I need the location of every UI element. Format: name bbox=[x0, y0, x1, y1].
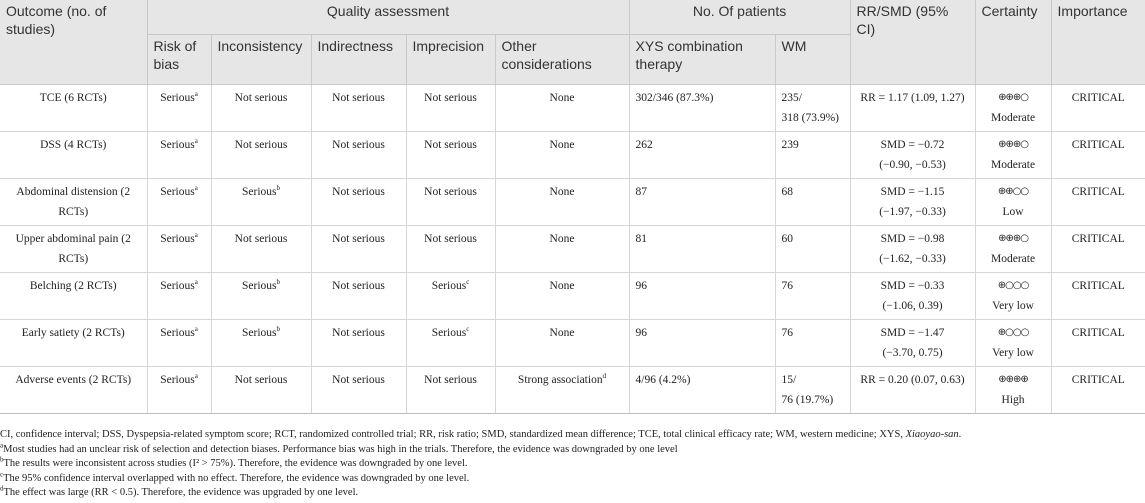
xys-patients-cell bbox=[629, 225, 775, 272]
indirectness-value: Not serious bbox=[332, 326, 385, 339]
indirectness-cell bbox=[311, 225, 406, 272]
other-considerations-value: None bbox=[549, 326, 575, 339]
table-row bbox=[0, 84, 1145, 131]
importance-value: CRITICAL bbox=[1071, 326, 1125, 339]
wm-patients-cell bbox=[775, 178, 850, 225]
outcome-cell bbox=[0, 131, 147, 178]
outcome-label: Early satiety (2 RCTs) bbox=[21, 326, 125, 339]
certainty-level: Low bbox=[1002, 205, 1024, 218]
effect-ci: (−1.97, −0.33) bbox=[879, 205, 946, 218]
wm-patients-value-cont: 76 (19.7%) bbox=[781, 393, 834, 406]
other-considerations-value: None bbox=[549, 232, 575, 245]
other-considerations-cell bbox=[495, 84, 629, 131]
header-inconsistency: Inconsistency bbox=[211, 34, 311, 84]
risk-of-bias-value: Serious bbox=[160, 279, 195, 292]
importance-value: CRITICAL bbox=[1071, 138, 1125, 151]
risk-of-bias-cell bbox=[147, 131, 211, 178]
xys-patients-cell bbox=[629, 84, 775, 131]
effect-estimate-cell bbox=[850, 84, 975, 131]
xys-patients-value: 96 bbox=[635, 279, 648, 292]
certainty-rating-icon: ⊕⊕⊕○ bbox=[998, 232, 1028, 244]
certainty-level: Moderate bbox=[990, 158, 1036, 171]
certainty-cell bbox=[975, 225, 1051, 272]
footnote-marker: b bbox=[276, 324, 280, 333]
inconsistency-value: Serious bbox=[242, 326, 277, 339]
certainty-rating-icon: ⊕⊕⊕○ bbox=[998, 138, 1028, 150]
table-footnotes bbox=[0, 428, 1140, 501]
wm-patients-value: 76 bbox=[781, 326, 794, 339]
effect-estimate-cell bbox=[850, 131, 975, 178]
other-considerations-cell bbox=[495, 225, 629, 272]
wm-patients-cell bbox=[775, 366, 850, 413]
effect-estimate: RR = 0.20 (0.07, 0.63) bbox=[860, 373, 965, 386]
effect-ci: (−0.90, −0.53) bbox=[879, 158, 946, 171]
indirectness-cell bbox=[311, 272, 406, 319]
imprecision-value: Serious bbox=[431, 279, 467, 292]
outcome-cell bbox=[0, 319, 147, 366]
risk-of-bias-value: Serious bbox=[160, 326, 195, 339]
risk-of-bias-value: Serious bbox=[160, 232, 195, 245]
table-row bbox=[0, 272, 1145, 319]
risk-of-bias-value: Serious bbox=[160, 138, 195, 151]
wm-patients-value: 76 bbox=[781, 279, 794, 292]
header-xys-combination-therapy: XYS combination therapy bbox=[629, 34, 775, 84]
wm-patients-value: 68 bbox=[781, 185, 794, 198]
other-considerations-value: Strong association bbox=[517, 373, 603, 386]
effect-ci: (−1.62, −0.33) bbox=[879, 252, 946, 265]
certainty-rating-icon: ⊕○○○ bbox=[997, 279, 1029, 291]
table-row bbox=[0, 225, 1145, 272]
header-no-of-patients: No. Of patients bbox=[629, 0, 850, 34]
wm-patients-value: 60 bbox=[781, 232, 794, 245]
certainty-cell bbox=[975, 178, 1051, 225]
imprecision-cell bbox=[406, 84, 495, 131]
importance-value: CRITICAL bbox=[1071, 91, 1125, 104]
importance-cell bbox=[1051, 131, 1145, 178]
footnote-marker: a bbox=[194, 371, 198, 380]
imprecision-value: Not serious bbox=[424, 373, 477, 386]
footnote-marker: c bbox=[466, 324, 470, 333]
outcome-label: DSS (4 RCTs) bbox=[40, 138, 107, 151]
xys-patients-cell bbox=[629, 178, 775, 225]
importance-value: CRITICAL bbox=[1071, 232, 1125, 245]
footnote-marker: a bbox=[194, 89, 198, 98]
importance-cell bbox=[1051, 366, 1145, 413]
header-other-considerations: Other considerations bbox=[495, 34, 629, 84]
outcome-cell bbox=[0, 225, 147, 272]
wm-patients-cell bbox=[775, 225, 850, 272]
importance-cell bbox=[1051, 319, 1145, 366]
imprecision-value: Not serious bbox=[424, 138, 477, 151]
imprecision-cell bbox=[406, 366, 495, 413]
risk-of-bias-cell bbox=[147, 178, 211, 225]
wm-patients-value: 15/ bbox=[781, 373, 797, 386]
footnote-marker: b bbox=[276, 183, 280, 192]
certainty-cell bbox=[975, 272, 1051, 319]
indirectness-cell bbox=[311, 319, 406, 366]
outcome-label: Belching (2 RCTs) bbox=[29, 279, 117, 292]
footnote-abbreviations: CI, confidence interval; DSS, Dyspepsia-related symptom score; RCT, randomized controlled trial; RR, risk ratio; SMD, standardized mean difference; TCE, total clinical efficacy rate; WM, western medicine; XYS, Xiaoyao-san. bbox=[0, 429, 962, 440]
wm-patients-value: 235/ bbox=[781, 91, 802, 104]
effect-estimate-cell bbox=[850, 366, 975, 413]
other-considerations-cell bbox=[495, 178, 629, 225]
indirectness-cell bbox=[311, 178, 406, 225]
header-indirectness: Indirectness bbox=[311, 34, 406, 84]
wm-patients-cell bbox=[775, 84, 850, 131]
inconsistency-value: Not serious bbox=[234, 138, 288, 151]
xys-patients-value: 96 bbox=[635, 326, 648, 339]
outcome-cell bbox=[0, 84, 147, 131]
header-certainty: Certainty bbox=[975, 0, 1051, 84]
inconsistency-value: Serious bbox=[242, 279, 277, 292]
other-considerations-value: None bbox=[549, 279, 575, 292]
inconsistency-cell bbox=[211, 178, 311, 225]
outcome-cell bbox=[0, 272, 147, 319]
wm-patients-cell bbox=[775, 272, 850, 319]
outcome-label: Adverse events (2 RCTs) bbox=[15, 373, 132, 386]
imprecision-cell bbox=[406, 319, 495, 366]
outcome-label: TCE (6 RCTs) bbox=[39, 91, 107, 104]
imprecision-cell bbox=[406, 272, 495, 319]
effect-ci: (−1.06, 0.39) bbox=[882, 299, 943, 312]
header-rr-smd: RR/SMD (95% CI) bbox=[850, 0, 975, 84]
inconsistency-cell bbox=[211, 272, 311, 319]
imprecision-value: Serious bbox=[431, 326, 467, 339]
effect-estimate-cell bbox=[850, 272, 975, 319]
indirectness-cell bbox=[311, 366, 406, 413]
footnote-marker: a bbox=[194, 230, 198, 239]
indirectness-value: Not serious bbox=[332, 279, 385, 292]
wm-patients-value-cont: 318 (73.9%) bbox=[781, 111, 840, 124]
inconsistency-cell bbox=[211, 84, 311, 131]
footnote-marker: a bbox=[194, 136, 198, 145]
inconsistency-cell bbox=[211, 131, 311, 178]
importance-value: CRITICAL bbox=[1071, 279, 1125, 292]
inconsistency-value: Not serious bbox=[234, 91, 288, 104]
xys-patients-value: 81 bbox=[635, 232, 648, 245]
risk-of-bias-cell bbox=[147, 225, 211, 272]
certainty-level: Moderate bbox=[990, 252, 1036, 265]
table-row bbox=[0, 366, 1145, 413]
inconsistency-value: Not serious bbox=[234, 232, 288, 245]
risk-of-bias-cell bbox=[147, 319, 211, 366]
footnote-marker: b bbox=[276, 277, 280, 286]
effect-ci: (−3.70, 0.75) bbox=[882, 346, 943, 359]
effect-estimate: RR = 1.17 (1.09, 1.27) bbox=[860, 91, 965, 104]
other-considerations-value: None bbox=[549, 185, 575, 198]
effect-estimate: SMD = −0.72 bbox=[880, 138, 945, 151]
outcome-cell bbox=[0, 366, 147, 413]
outcome-label: Abdominal distension (2 RCTs) bbox=[16, 185, 131, 218]
indirectness-cell bbox=[311, 84, 406, 131]
certainty-rating-icon: ⊕⊕⊕⊕ bbox=[998, 373, 1028, 385]
footnote-c: $^c$The 95% confidence interval overlapped with no effect. Therefore, the evidence was downgraded by one level. bbox=[0, 470, 470, 484]
outcome-label: Upper abdominal pain (2 RCTs) bbox=[15, 232, 131, 265]
xys-patients-value: 4/96 (4.2%) bbox=[635, 373, 691, 386]
importance-cell bbox=[1051, 84, 1145, 131]
header-imprecision: Imprecision bbox=[406, 34, 495, 84]
indirectness-value: Not serious bbox=[332, 91, 385, 104]
inconsistency-cell bbox=[211, 366, 311, 413]
importance-cell bbox=[1051, 178, 1145, 225]
header-quality-assessment: Quality assessment bbox=[147, 0, 629, 34]
header-wm: WM bbox=[775, 34, 850, 84]
table-row bbox=[0, 319, 1145, 366]
wm-patients-value: 239 bbox=[781, 138, 799, 151]
effect-estimate: SMD = −1.15 bbox=[880, 185, 945, 198]
risk-of-bias-cell bbox=[147, 366, 211, 413]
importance-cell bbox=[1051, 272, 1145, 319]
xys-patients-cell bbox=[629, 366, 775, 413]
indirectness-value: Not serious bbox=[332, 373, 385, 386]
indirectness-cell bbox=[311, 131, 406, 178]
effect-estimate: SMD = −1.47 bbox=[880, 326, 945, 339]
footnote-marker: a bbox=[194, 183, 198, 192]
certainty-level: Very low bbox=[992, 346, 1034, 359]
inconsistency-value: Serious bbox=[242, 185, 277, 198]
table-body bbox=[0, 84, 1145, 413]
footnote-marker: a bbox=[194, 277, 198, 286]
xys-patients-value: 262 bbox=[635, 138, 653, 151]
wm-patients-cell bbox=[775, 131, 850, 178]
effect-estimate: SMD = −0.33 bbox=[880, 279, 945, 292]
importance-cell bbox=[1051, 225, 1145, 272]
xys-patients-value: 87 bbox=[635, 185, 648, 198]
certainty-cell bbox=[975, 84, 1051, 131]
wm-patients-cell bbox=[775, 319, 850, 366]
certainty-cell bbox=[975, 319, 1051, 366]
effect-estimate: SMD = −0.98 bbox=[880, 232, 945, 245]
imprecision-cell bbox=[406, 178, 495, 225]
imprecision-value: Not serious bbox=[424, 185, 477, 198]
header-outcome: Outcome (no. of studies) bbox=[0, 0, 147, 84]
risk-of-bias-value: Serious bbox=[160, 373, 195, 386]
importance-value: CRITICAL bbox=[1071, 373, 1125, 386]
indirectness-value: Not serious bbox=[332, 232, 385, 245]
header-importance: Importance bbox=[1051, 0, 1145, 84]
table-header bbox=[0, 0, 1145, 84]
other-considerations-cell bbox=[495, 319, 629, 366]
footnote-b: $^b$The results were inconsistent across studies (I² > 75%). Therefore, the evidence was downgraded by one level. bbox=[0, 455, 468, 470]
table-row bbox=[0, 131, 1145, 178]
header-risk-of-bias: Risk of bias bbox=[147, 34, 211, 84]
certainty-rating-icon: ⊕○○○ bbox=[997, 326, 1029, 338]
footnote-d: $^d$The effect was large (RR < 0.5). Therefore, the evidence was upgraded by one level. bbox=[0, 484, 359, 499]
certainty-level: Very low bbox=[992, 299, 1034, 312]
other-considerations-cell bbox=[495, 131, 629, 178]
footnote-a: $^a$Most studies had an unclear risk of selection and detection biases. Performance bias was high in the trials. Therefore, the evidence was downgraded by one level bbox=[0, 441, 678, 455]
imprecision-value: Not serious bbox=[424, 232, 477, 245]
footnote-marker: d bbox=[602, 371, 607, 380]
xys-patients-value: 302/346 (87.3%) bbox=[635, 91, 714, 104]
effect-estimate-cell bbox=[850, 319, 975, 366]
effect-estimate-cell bbox=[850, 225, 975, 272]
certainty-rating-icon: ⊕⊕○○ bbox=[997, 185, 1029, 197]
imprecision-cell bbox=[406, 131, 495, 178]
inconsistency-cell bbox=[211, 225, 311, 272]
outcome-cell bbox=[0, 178, 147, 225]
other-considerations-value: None bbox=[549, 91, 575, 104]
risk-of-bias-cell bbox=[147, 272, 211, 319]
xys-patients-cell bbox=[629, 272, 775, 319]
risk-of-bias-cell bbox=[147, 84, 211, 131]
certainty-cell bbox=[975, 366, 1051, 413]
effect-estimate-cell bbox=[850, 178, 975, 225]
inconsistency-cell bbox=[211, 319, 311, 366]
other-considerations-cell bbox=[495, 272, 629, 319]
xys-patients-cell bbox=[629, 131, 775, 178]
certainty-level: Moderate bbox=[990, 111, 1036, 124]
imprecision-cell bbox=[406, 225, 495, 272]
imprecision-value: Not serious bbox=[424, 91, 477, 104]
indirectness-value: Not serious bbox=[332, 138, 385, 151]
certainty-cell bbox=[975, 131, 1051, 178]
inconsistency-value: Not serious bbox=[234, 373, 288, 386]
indirectness-value: Not serious bbox=[332, 185, 385, 198]
footnote-marker: a bbox=[194, 324, 198, 333]
footnote-marker: c bbox=[466, 277, 470, 286]
other-considerations-value: None bbox=[549, 138, 575, 151]
certainty-level: High bbox=[1001, 393, 1025, 406]
risk-of-bias-value: Serious bbox=[160, 91, 195, 104]
table-row bbox=[0, 178, 1145, 225]
importance-value: CRITICAL bbox=[1071, 185, 1125, 198]
other-considerations-cell bbox=[495, 366, 629, 413]
risk-of-bias-value: Serious bbox=[160, 185, 195, 198]
certainty-rating-icon: ⊕⊕⊕○ bbox=[998, 91, 1028, 103]
xys-patients-cell bbox=[629, 319, 775, 366]
